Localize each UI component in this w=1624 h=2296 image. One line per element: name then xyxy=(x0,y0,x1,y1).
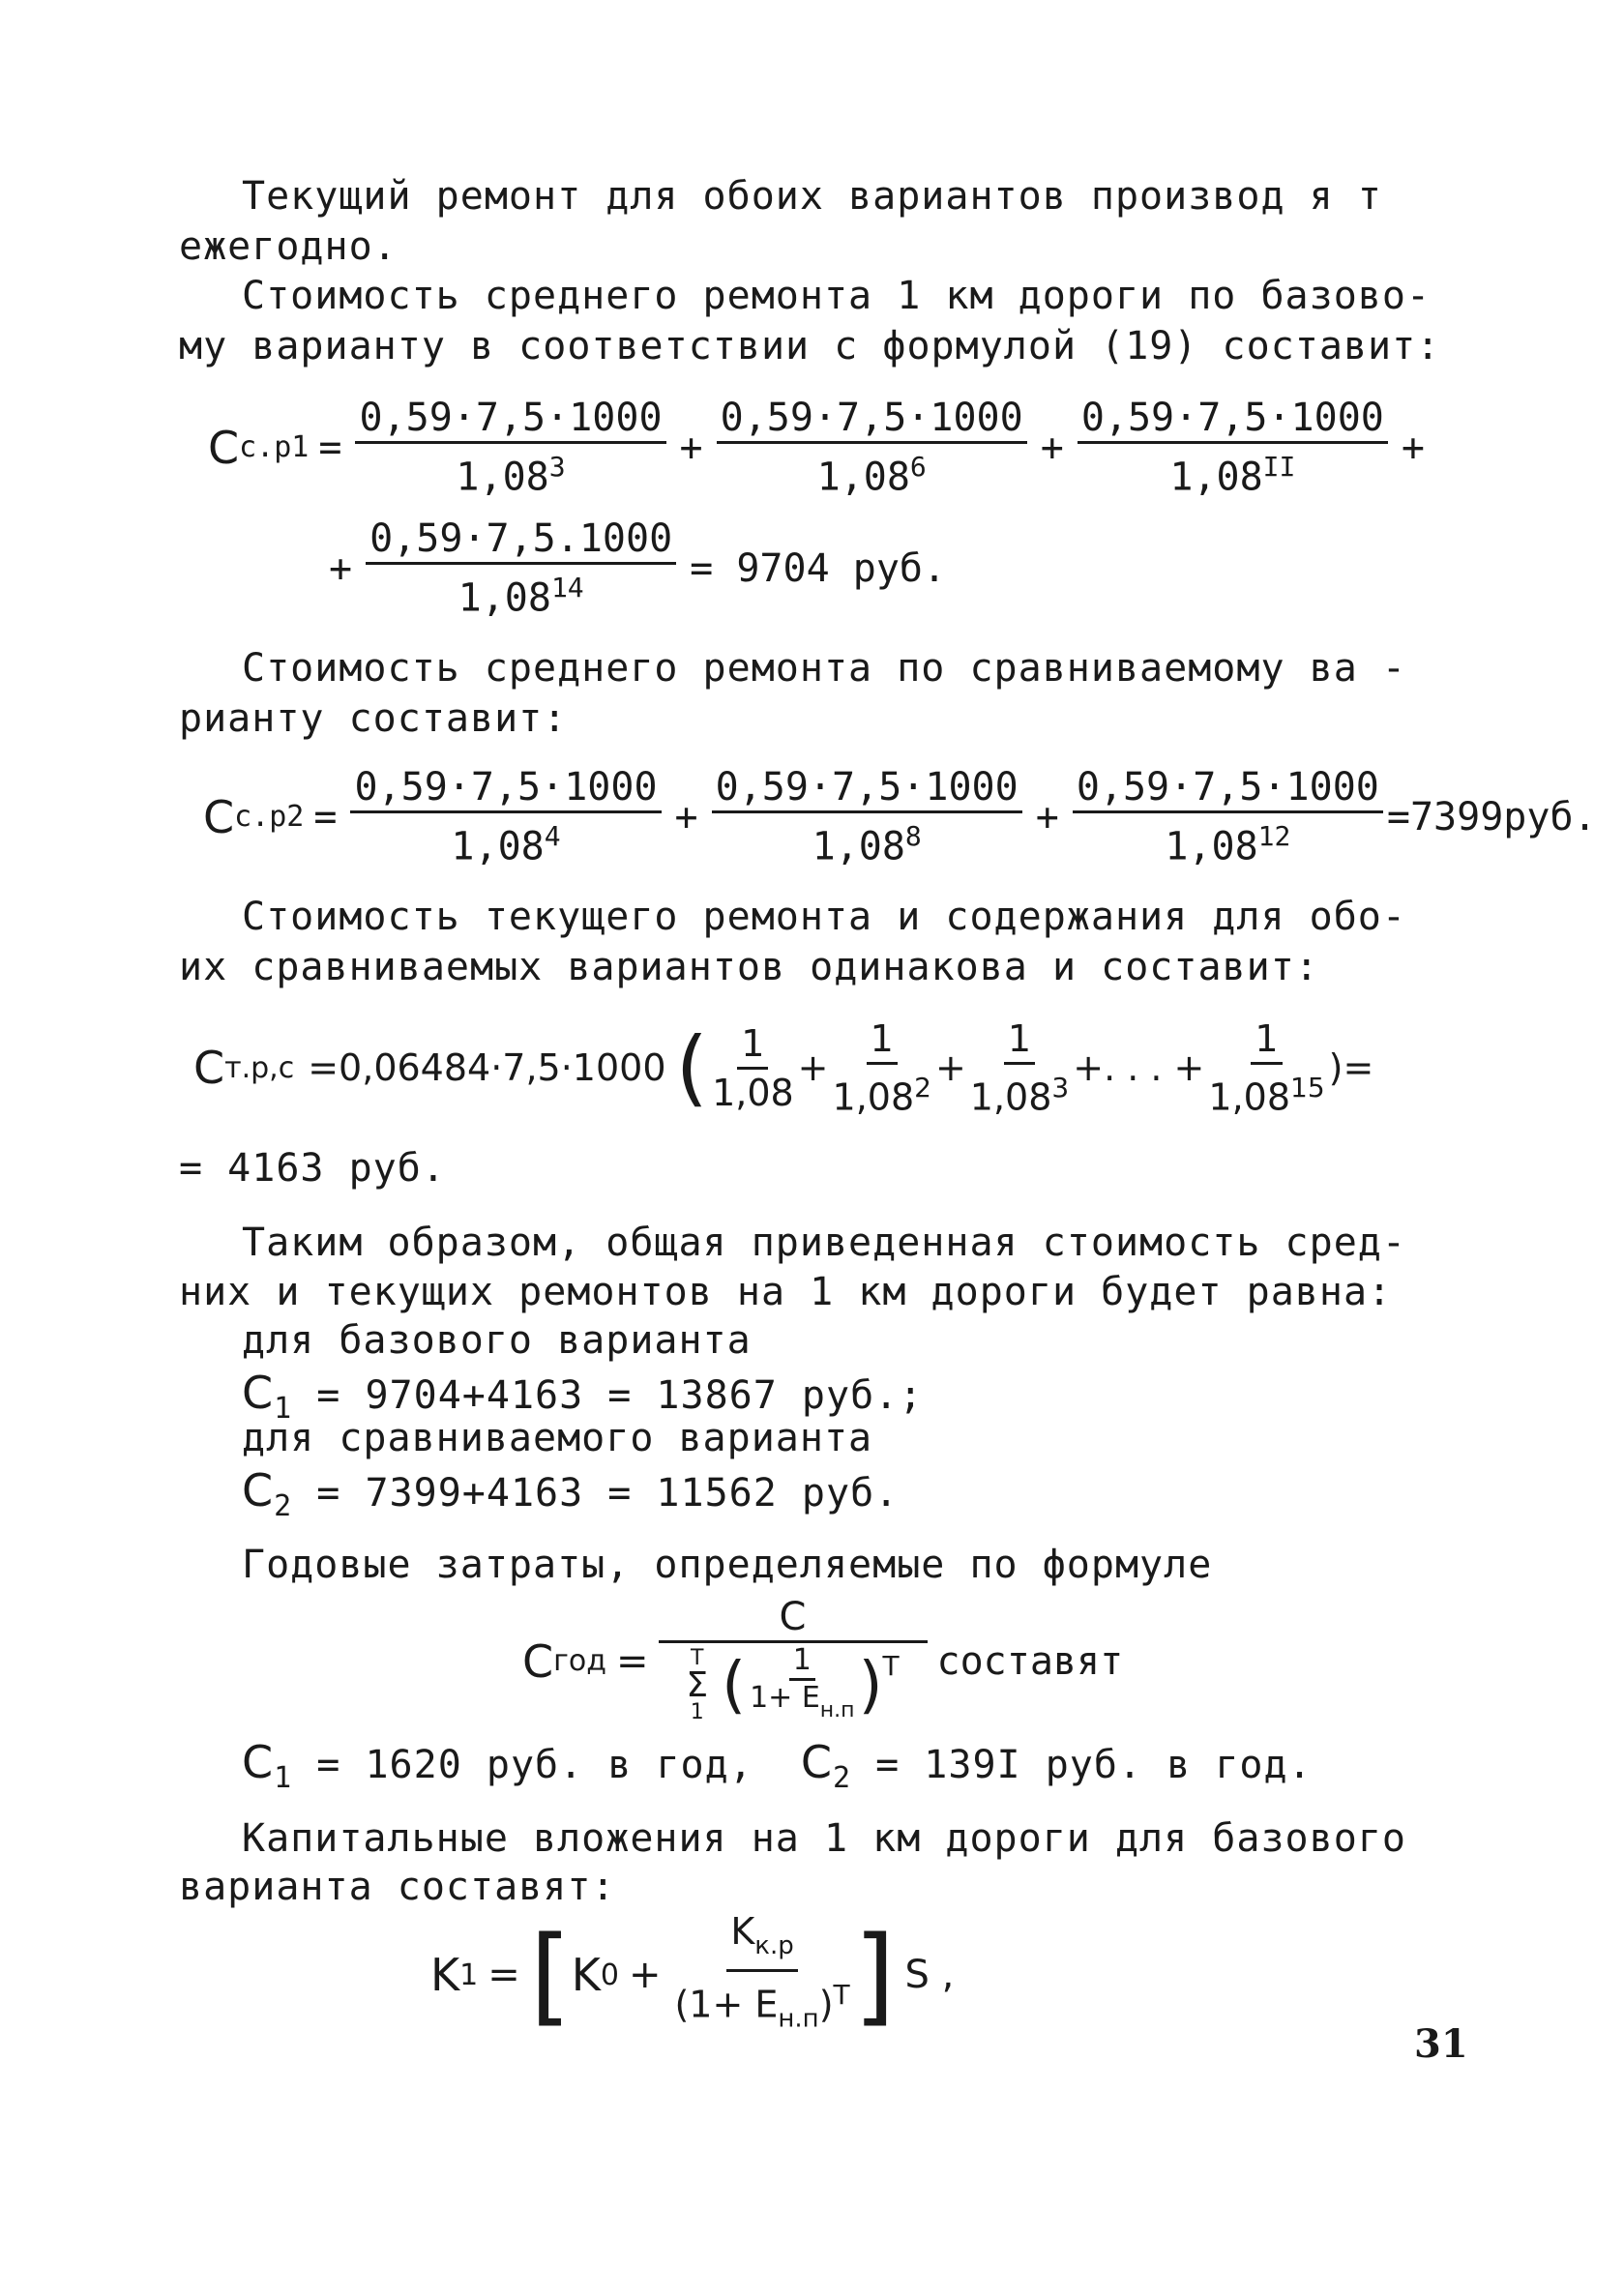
formula-symbol: C xyxy=(208,421,240,474)
fraction: $\frac{0,59\cdot 7,5\cdot 1000}{1,08^6}$ xyxy=(717,397,1027,498)
text-line: му варианту в соответствии с формулой (19) составит: xyxy=(179,324,1441,368)
text-line: для сравниваемого варианта xyxy=(242,1416,873,1460)
text-line: ежегодно. xyxy=(179,224,398,269)
formula-cgod: C год = C T Σ 1 ( $\frac{1}{1+ E_{н.п}}$ ) T составят xyxy=(522,1595,1124,1724)
fraction: $\frac{0,59\cdot 7,5\cdot 1000}{1,08^{12}}$ xyxy=(1073,766,1383,868)
text-line: Стоимость среднего ремонта 1 км дороги по базово- xyxy=(242,274,1432,318)
fraction: $\frac{0,59\cdot 7,5\cdot 1000}{1,08^{II}}$ xyxy=(1078,397,1388,498)
text-line: Стоимость среднего ремонта по сравниваемому ва - xyxy=(242,646,1406,691)
formula-cp2: C с.р2 = $\frac{0,59\cdot 7,5\cdot 1000}{1,08^4}$ + $\frac{0,59\cdot 7,5\cdot 1000}{1,08^8}$ + $\frac{0,59\cdot 7,5\cdot 1000}{1,08^{12}}$ =7399руб. xyxy=(203,765,1597,869)
formula-subscript: с.р1 xyxy=(239,430,310,465)
text-line: рианту составит: xyxy=(179,696,568,741)
text-line: Годовые затраты, определяемые по формуле xyxy=(242,1543,1213,1587)
text-line: для базового варианта xyxy=(242,1318,752,1363)
formula-result: = 4163 руб. xyxy=(179,1146,446,1191)
text-line: варианта составят: xyxy=(179,1865,616,1909)
text-line: Таким образом, общая приведенная стоимость сред- xyxy=(242,1221,1406,1265)
text-line: $C_1 = 9704+4163 = 13867$ руб.; xyxy=(242,1367,924,1426)
fraction: $\frac{0,59\cdot 7,5.1000}{1,08^{14}}$ xyxy=(366,517,676,619)
formula-ctrs: C т.р,с =0,06484·7,5·1000 ( $\frac{1}{1,08}$ + $\frac{1}{1,08^2}$ + $\frac{1}{1,08^3}$ +. . . + $\frac{1}{1,08^{15}}$ )= xyxy=(193,1017,1374,1119)
formula-cp1-row2: + $\frac{0,59\cdot 7,5.1000}{1,08^{14}}$ = 9704 руб. xyxy=(329,516,947,621)
fraction: $\frac{0,59\cdot 7,5\cdot 1000}{1,08^3}$ xyxy=(355,397,665,498)
formula-k1: K 1 = [ K 0 + $\frac{K_{к.р}}{(1+ E_{н.п})^T}$ ] S , xyxy=(430,1910,955,2038)
fraction: $\frac{0,59\cdot 7,5\cdot 1000}{1,08^4}$ xyxy=(350,766,661,868)
text-line: Капитальные вложения на 1 км дороги для базового xyxy=(242,1816,1406,1861)
text-line: Стоимость текущего ремонта и содержания для обо- xyxy=(242,895,1406,939)
text-line: $C_2 = 7399+4163 = 11562$ руб. xyxy=(242,1464,900,1523)
formula-result: = 9704 руб. xyxy=(690,545,947,591)
formula-result: =7399руб. xyxy=(1386,794,1597,839)
text-line: их сравниваемых вариантов одинакова и составит: xyxy=(179,945,1319,989)
formula-cp1-row1: C с.р1 = $\frac{0,59\cdot 7,5\cdot 1000}{1,08^3}$ + $\frac{0,59\cdot 7,5\cdot 1000}{1,08^6}$ + $\frac{0,59\cdot 7,5\cdot 1000}{1,08^{II}}$ + xyxy=(208,396,1425,500)
text-line: них и текущих ремонтов на 1 км дороги будет равна: xyxy=(179,1270,1393,1314)
text-line: Текущий ремонт для обоих вариантов производ я т xyxy=(242,174,1382,219)
text-line: $C_1 = 1620$ руб. в год, $C_2 = 139I$ руб. в год. xyxy=(242,1736,1313,1795)
page-number: 31 xyxy=(1414,2021,1468,2067)
fraction: $\frac{0,59\cdot 7,5\cdot 1000}{1,08^8}$ xyxy=(712,766,1022,868)
